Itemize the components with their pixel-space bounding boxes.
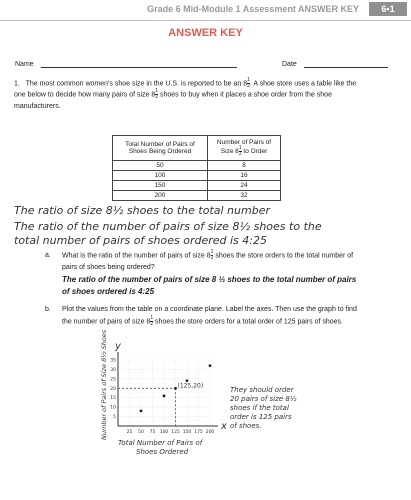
x-tick-label: 200 (205, 430, 215, 435)
graph-note (230, 386, 297, 430)
x-tick-label: 150 (182, 430, 192, 435)
part-b-question: Plot the values from the table on a coordinate plane. Label the axes. Then use the graph to find the number of pairs of size 8 $\frac{1}{2}$ shoes the store orders for a total order of 125 pairs of shoes. (62, 306, 357, 327)
table-row: 150 24 (113, 181, 281, 191)
data-point (186, 379, 189, 382)
y-tick-label: 15 (110, 396, 116, 402)
x-tick-label: 50 (138, 430, 144, 435)
part-b-label: b. (45, 306, 51, 313)
data-point (209, 364, 212, 367)
question-1 (14, 78, 360, 112)
fraction-half: $\frac{1}{2}$ (247, 77, 250, 89)
x-axis-label-line-1: Total Number of Pairs of (118, 439, 203, 447)
fraction-half: $\frac{1}{2}$ (155, 88, 159, 101)
y-axis-letter: y (115, 341, 121, 352)
data-point (163, 394, 166, 397)
note-line: order is 125 pairs (230, 413, 292, 421)
grade-badge: 6•1 (369, 2, 407, 16)
y-tick-label: 5 (113, 415, 116, 421)
answer-key-title: ANSWER KEY (168, 27, 243, 39)
y-tick-label: 30 (110, 367, 116, 373)
part-a-question: What is the ratio of the number of pairs of size 8 $\frac{1}{2}$ shoes the store orders to the total number of pairs of shoes being ordered? (62, 249, 354, 272)
question-text-1: The most common women's shoe size in the U.S. is reported to be an 8 (25, 80, 248, 88)
x-tick-label: 125 (171, 430, 180, 435)
note-line: shoes if the total (230, 404, 289, 412)
data-point (140, 410, 143, 413)
name-label: Name (15, 61, 34, 68)
point-label: (125,20) (177, 382, 204, 390)
header-title: Grade 6 Mid-Module 1 Assessment ANSWER KEY (147, 4, 359, 14)
note-line: 20 pairs of size 8½ (230, 395, 297, 403)
x-tick-label: 175 (194, 430, 203, 435)
page-header (0, 0, 411, 21)
x-tick-label: 100 (159, 430, 169, 435)
name-field (15, 59, 237, 68)
handwritten-line-2: The ratio of the number of pairs of size 8½ shoes to the (14, 220, 322, 233)
y-tick-label: 10 (110, 405, 116, 411)
table-row: 100 16 (113, 171, 281, 181)
part-a-answer: The ratio of the number of pairs of size 8 ½ shoes to the total number of pairs of shoes ordered is 4:25 (62, 275, 357, 296)
part-a-label: a. (45, 252, 51, 259)
question-number: 1. (14, 80, 20, 88)
handwritten-line-1: The ratio of size 8½ shoes to the total number (14, 204, 270, 217)
date-field (282, 59, 388, 68)
y-tick-label: 25 (110, 377, 116, 383)
x-axis-letter: x (221, 421, 227, 432)
table-header-total: Total Number of Pairs of Shoes Being Ordered (113, 136, 208, 161)
question-text-3: shoes to buy when it places a shoe order from the shoe manufacturers. (14, 91, 332, 110)
x-tick-label: 25 (126, 430, 133, 435)
highlight-point (174, 387, 177, 390)
graph-grid (118, 360, 210, 426)
y-axis-label: Number of Pairs of Size 8½ Shoes (100, 329, 108, 440)
note-line: of shoes. (230, 422, 262, 430)
y-tick-label: 20 (110, 386, 116, 392)
date-label: Date (282, 61, 297, 68)
x-tick-label: 75 (149, 430, 156, 435)
table-header-size: Number of Pairs of Size 8 $\frac{1}{2}$ to Order (208, 136, 281, 161)
y-tick-label: 35 (110, 358, 116, 364)
table-row: 200 32 (113, 191, 281, 201)
note-line: They should order (230, 386, 294, 394)
x-axis-label-line-2: Shoes Ordered (136, 448, 189, 456)
handwritten-line-3: total number of pairs of shoes ordered is 4:25 (14, 234, 267, 247)
name-line (41, 59, 237, 68)
question-text-2: . A shoe store uses a table like the one below to decide how many pairs of size 8 (14, 80, 357, 99)
date-line (304, 59, 388, 68)
table-row: 50 8 (113, 161, 281, 171)
shoe-order-table (112, 135, 281, 201)
